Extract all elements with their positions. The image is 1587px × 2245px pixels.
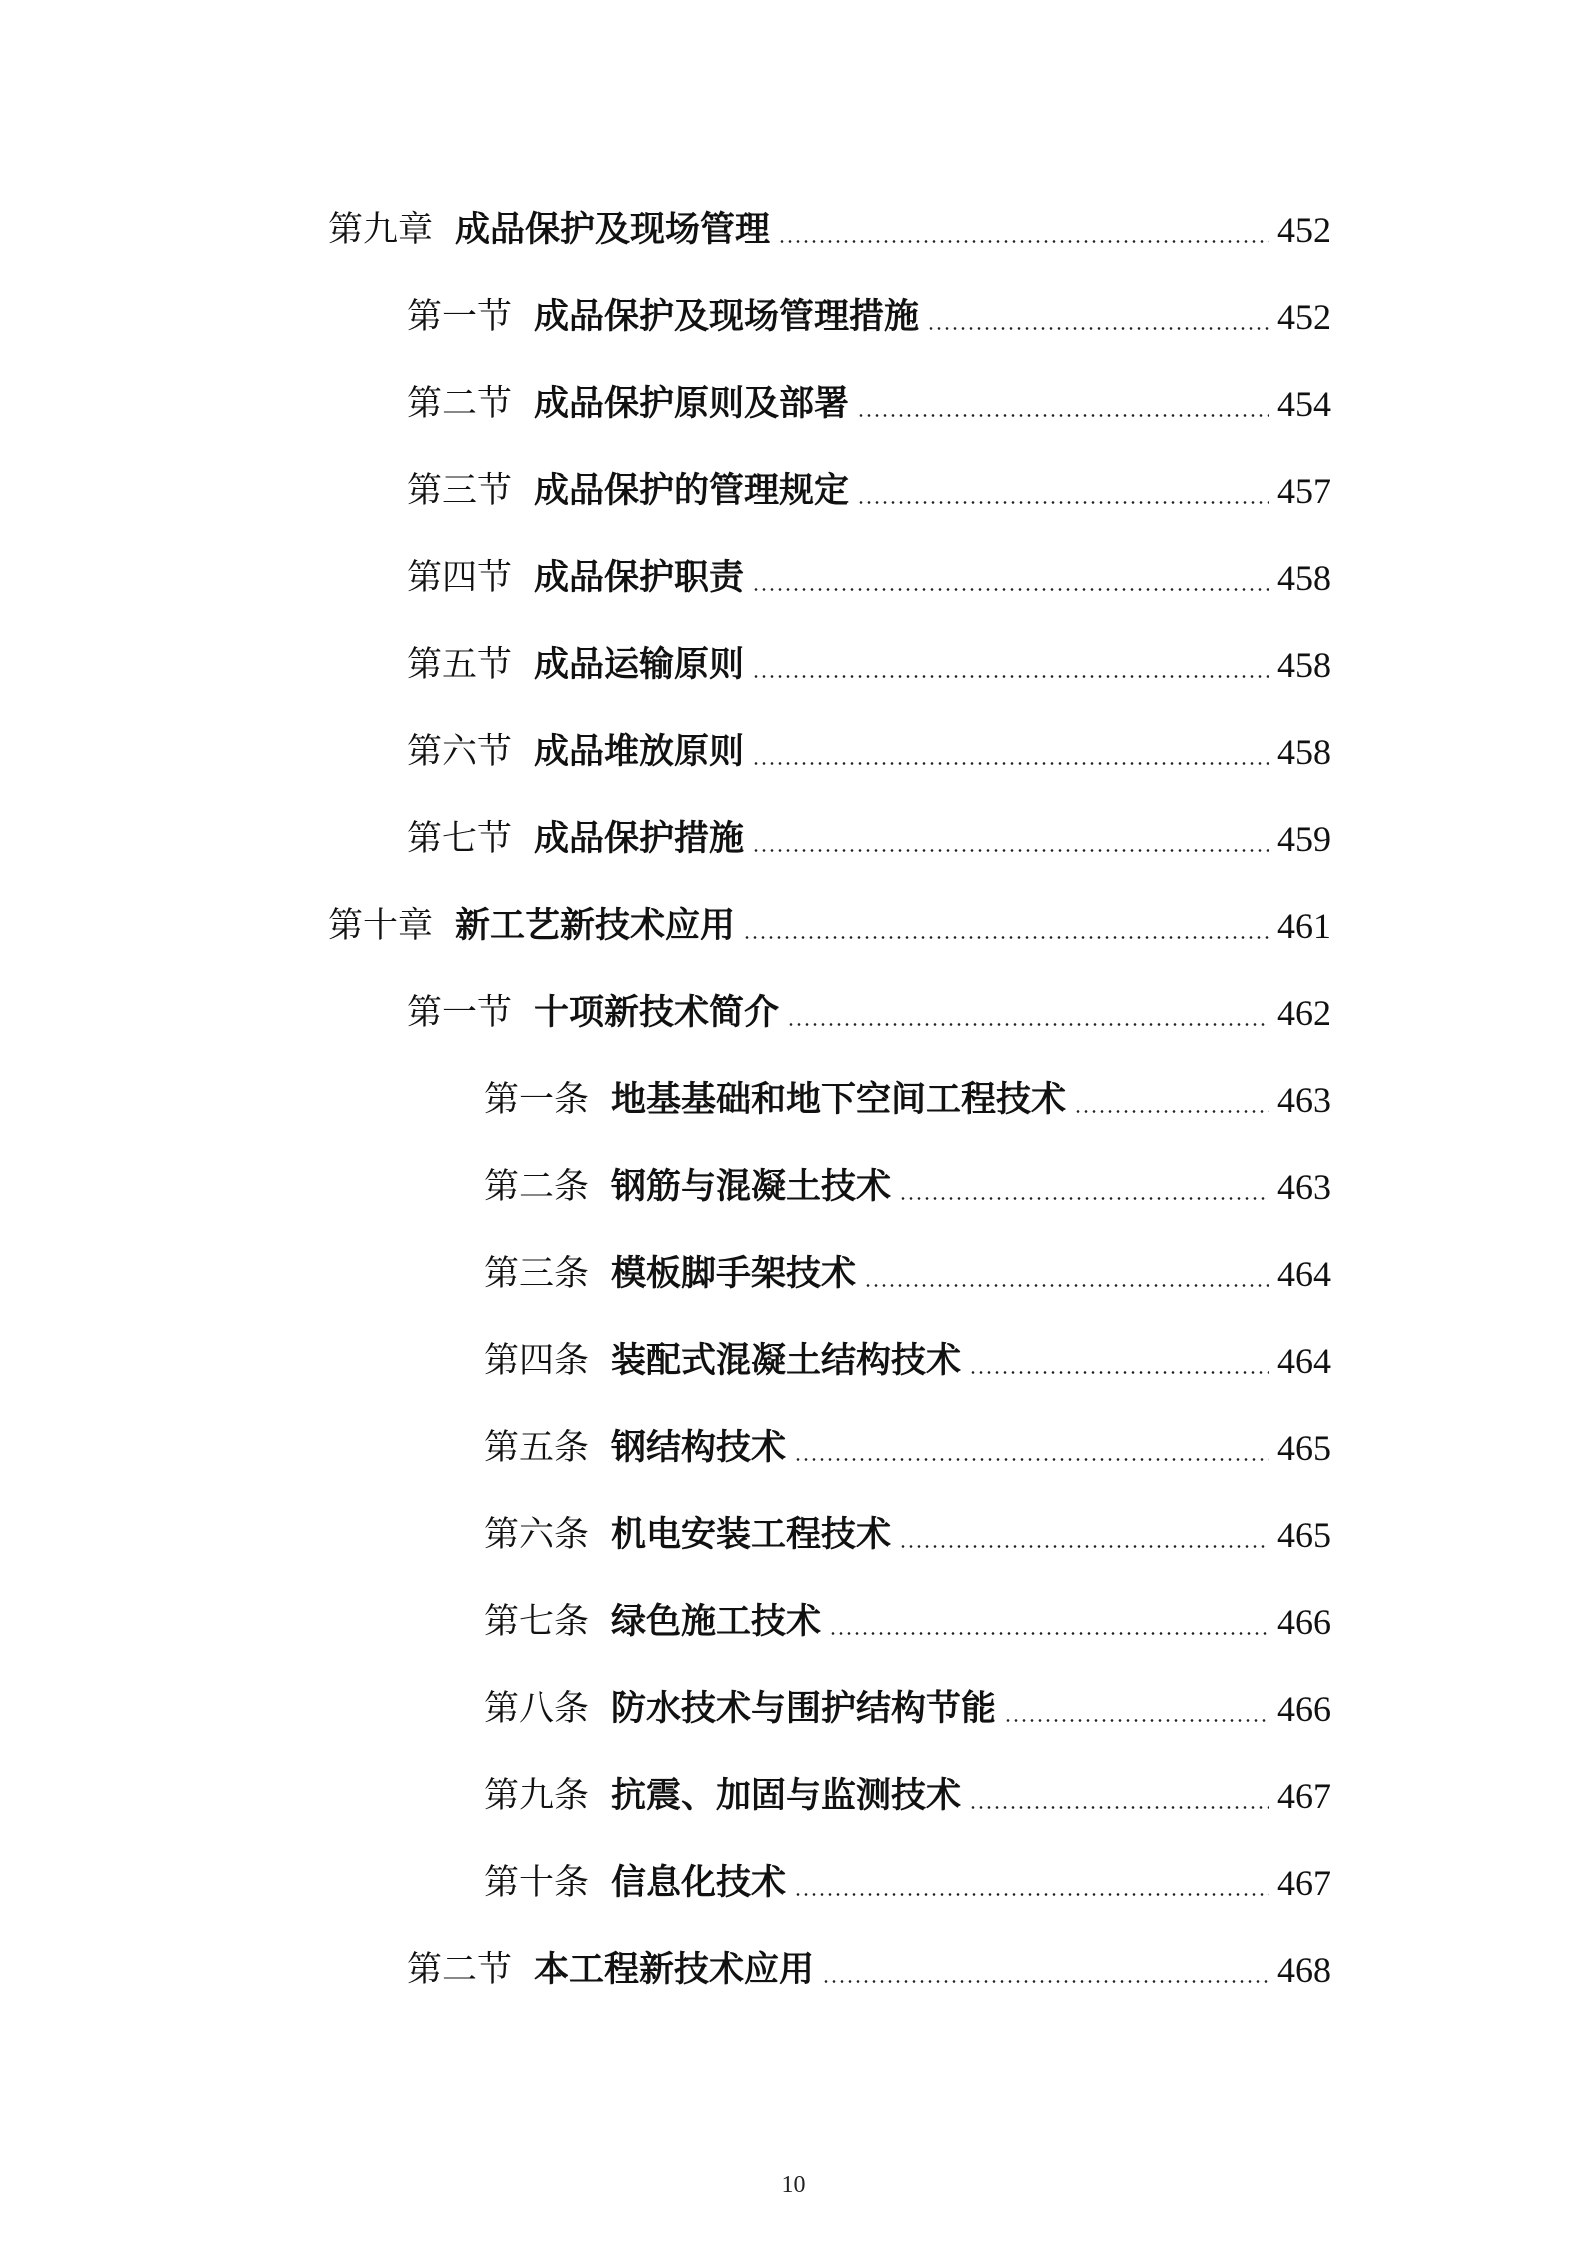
toc-entry-number: 第六节 <box>407 732 513 772</box>
toc-entry-title: 成品运输原则 <box>534 644 745 685</box>
toc-entry-article[interactable] <box>484 1418 1331 1478</box>
toc-entry-title: 本工程新技术应用 <box>534 1949 815 1990</box>
toc-entry-number: 第七条 <box>484 1602 590 1642</box>
dot-leader <box>778 240 1269 243</box>
toc-entry-title: 钢筋与混凝土技术 <box>611 1166 892 1207</box>
dot-leader <box>1004 1719 1269 1722</box>
toc-entry-chapter-9[interactable] <box>328 200 1331 260</box>
toc-entry-chapter-10[interactable] <box>328 896 1331 956</box>
toc-entry-article[interactable] <box>484 1853 1331 1913</box>
dot-leader <box>752 849 1269 852</box>
toc-entry-title: 成品保护的管理规定 <box>534 470 850 511</box>
toc-entry-number: 第一节 <box>407 297 513 337</box>
dot-leader <box>857 414 1269 417</box>
toc-entry-page: 465 <box>1277 1428 1331 1468</box>
toc-entry-page: 454 <box>1277 384 1331 424</box>
toc-entry-number: 第三条 <box>484 1254 590 1294</box>
toc-entry-page: 467 <box>1277 1863 1331 1903</box>
dot-leader <box>899 1197 1269 1200</box>
dot-leader <box>1074 1110 1269 1113</box>
toc-entry-number: 第一条 <box>484 1080 590 1120</box>
toc-entry-page: 458 <box>1277 558 1331 598</box>
toc-entry-title: 装配式混凝土结构技术 <box>611 1340 962 1381</box>
toc-entry-number: 第四条 <box>484 1341 590 1381</box>
toc-entry-page: 462 <box>1277 993 1331 1033</box>
toc-entry-page: 465 <box>1277 1515 1331 1555</box>
toc-entry-title: 模板脚手架技术 <box>611 1253 857 1294</box>
toc-entry-title: 新工艺新技术应用 <box>455 905 736 946</box>
toc-entry-section[interactable] <box>407 548 1331 608</box>
dot-leader <box>829 1632 1269 1635</box>
dot-leader <box>743 936 1269 939</box>
toc-entry-number: 第五节 <box>407 645 513 685</box>
toc-entry-page: 457 <box>1277 471 1331 511</box>
toc-entry-title: 成品保护及现场管理措施 <box>534 296 920 337</box>
toc-entry-title: 绿色施工技术 <box>611 1601 822 1642</box>
toc-entry-article[interactable] <box>484 1157 1331 1217</box>
toc-entry-number: 第七节 <box>407 819 513 859</box>
dot-leader <box>969 1806 1269 1809</box>
dot-leader <box>857 501 1269 504</box>
toc-entry-page: 467 <box>1277 1776 1331 1816</box>
toc-entry-article[interactable] <box>484 1766 1331 1826</box>
dot-leader <box>794 1458 1269 1461</box>
dot-leader <box>899 1545 1269 1548</box>
toc-entry-number: 第一节 <box>407 993 513 1033</box>
toc-entry-article[interactable] <box>484 1244 1331 1304</box>
toc-entry-page: 461 <box>1277 906 1331 946</box>
toc-entry-page: 466 <box>1277 1602 1331 1642</box>
dot-leader <box>787 1023 1269 1026</box>
dot-leader <box>927 327 1269 330</box>
toc-entry-section[interactable] <box>407 461 1331 521</box>
toc-entry-number: 第九章 <box>328 210 434 250</box>
toc-entry-page: 452 <box>1277 297 1331 337</box>
toc-entry-title: 十项新技术简介 <box>534 992 780 1033</box>
toc-entry-number: 第十章 <box>328 906 434 946</box>
dot-leader <box>752 588 1269 591</box>
toc-entry-number: 第十条 <box>484 1863 590 1903</box>
dot-leader <box>752 762 1269 765</box>
toc-entry-article[interactable] <box>484 1679 1331 1739</box>
toc-entry-number: 第九条 <box>484 1776 590 1816</box>
toc-entry-number: 第二节 <box>407 384 513 424</box>
toc-entry-page: 463 <box>1277 1167 1331 1207</box>
toc-entry-page: 463 <box>1277 1080 1331 1120</box>
toc-entry-section[interactable] <box>407 635 1331 695</box>
toc-entry-title: 地基基础和地下空间工程技术 <box>611 1079 1067 1120</box>
toc-entry-title: 成品保护原则及部署 <box>534 383 850 424</box>
dot-leader <box>864 1284 1269 1287</box>
toc-entry-page: 458 <box>1277 645 1331 685</box>
toc-entry-title: 钢结构技术 <box>611 1427 787 1468</box>
toc-entry-title: 信息化技术 <box>611 1862 787 1903</box>
dot-leader <box>822 1980 1269 1983</box>
toc-entry-title: 抗震、加固与监测技术 <box>611 1775 962 1816</box>
toc-entry-number: 第五条 <box>484 1428 590 1468</box>
toc-entry-number: 第四节 <box>407 558 513 598</box>
toc-entry-page: 468 <box>1277 1950 1331 1990</box>
toc-entry-section[interactable] <box>407 722 1331 782</box>
toc-entry-section[interactable] <box>407 374 1331 434</box>
dot-leader <box>752 675 1269 678</box>
toc-entry-number: 第二节 <box>407 1950 513 1990</box>
toc-entry-section[interactable] <box>407 287 1331 347</box>
toc-entry-title: 成品保护职责 <box>534 557 745 598</box>
toc-entry-article[interactable] <box>484 1505 1331 1565</box>
toc-entry-article[interactable] <box>484 1592 1331 1652</box>
page-number: 10 <box>781 2172 806 2198</box>
toc-entry-title: 防水技术与围护结构节能 <box>611 1688 997 1729</box>
toc-entry-title: 成品堆放原则 <box>534 731 745 772</box>
toc-entry-number: 第二条 <box>484 1167 590 1207</box>
toc-entry-page: 464 <box>1277 1341 1331 1381</box>
toc-entry-page: 459 <box>1277 819 1331 859</box>
toc-entry-title: 成品保护及现场管理 <box>455 209 771 250</box>
toc-entry-article[interactable] <box>484 1070 1331 1130</box>
toc-entry-section[interactable] <box>407 983 1331 1043</box>
toc-entry-title: 成品保护措施 <box>534 818 745 859</box>
toc-entry-section[interactable] <box>407 1940 1331 2000</box>
dot-leader <box>794 1893 1269 1896</box>
toc-entry-page: 458 <box>1277 732 1331 772</box>
dot-leader <box>969 1371 1269 1374</box>
toc-entry-page: 466 <box>1277 1689 1331 1729</box>
toc-entry-number: 第六条 <box>484 1515 590 1555</box>
toc-entry-number: 第八条 <box>484 1689 590 1729</box>
toc-entry-title: 机电安装工程技术 <box>611 1514 892 1555</box>
toc-entry-article[interactable] <box>484 1331 1331 1391</box>
toc-entry-page: 452 <box>1277 210 1331 250</box>
toc-entry-number: 第三节 <box>407 471 513 511</box>
toc-entry-page: 464 <box>1277 1254 1331 1294</box>
toc-entry-section[interactable] <box>407 809 1331 869</box>
